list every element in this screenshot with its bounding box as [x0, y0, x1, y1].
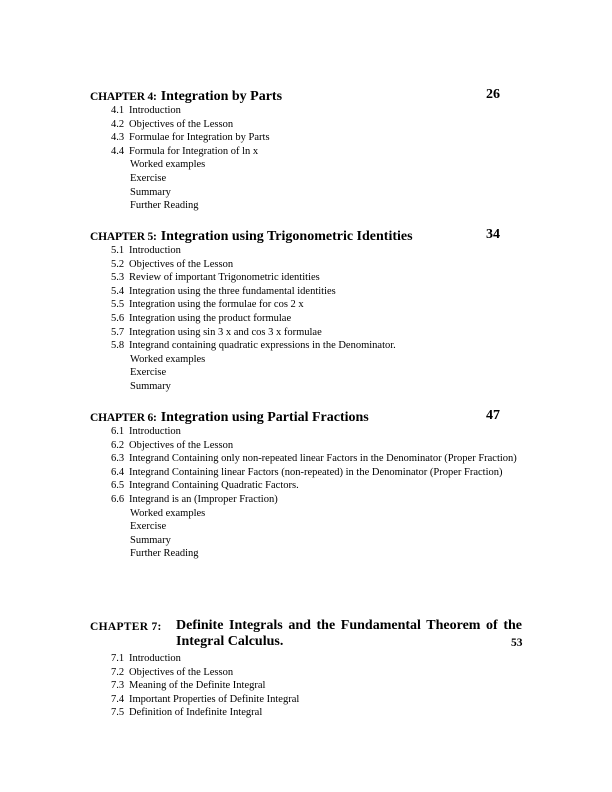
section-number: 4.3	[111, 132, 125, 144]
toc-section	[90, 104, 520, 118]
section-number: 5.4	[111, 285, 125, 297]
toc-extra-item: Exercise	[130, 367, 167, 379]
toc-section	[90, 652, 520, 666]
section-title: Formulae for Integration by Parts	[129, 132, 270, 144]
toc-section	[90, 466, 520, 480]
toc-section	[90, 706, 520, 720]
chapter-title-line-1: Definite Integrals and the Fundamental Theorem of the	[176, 618, 522, 633]
section-title: Formula for Integration of ln x	[129, 145, 259, 157]
section-number: 6.1	[111, 426, 125, 437]
chapter-title: Integration using Trigonometric Identities	[160, 229, 413, 244]
chapter-page-number: 26	[486, 87, 500, 102]
chapter-page-number: 47	[486, 408, 500, 423]
section-title: Objectives of the Lesson	[129, 118, 234, 130]
toc-extra-item: Worked examples	[130, 507, 206, 519]
section-number: 5.5	[111, 299, 125, 311]
section-number: 7.1	[111, 653, 125, 664]
section-title: Integrand Containing Quadratic Factors.	[129, 480, 299, 492]
section-number: 6.3	[111, 453, 125, 465]
section-title: Objectives of the Lesson	[129, 258, 234, 270]
section-title: Integrand Containing linear Factors (non-repeated) in the Denominator (Proper Fraction)	[129, 466, 503, 478]
section-number: 6.6	[111, 493, 125, 505]
toc-extra-item: Summary	[130, 380, 171, 392]
chapter-page-number: 34	[486, 227, 500, 242]
toc-extra-item: Worked examples	[130, 353, 206, 365]
section-number: 6.5	[111, 480, 125, 492]
toc-extra-item: Further Reading	[130, 548, 199, 560]
toc-section	[90, 131, 520, 145]
toc-extra-item: Exercise	[130, 521, 167, 533]
section-number: 5.3	[111, 272, 125, 284]
section-number: 4.4	[111, 145, 125, 157]
chapter-title: Integration using Partial Fractions	[160, 410, 369, 425]
section-number: 5.1	[111, 245, 125, 256]
section-number: 4.1	[111, 105, 125, 116]
toc-section	[90, 339, 520, 353]
section-number: 5.8	[111, 340, 125, 352]
section-title: Introduction	[129, 245, 181, 256]
toc-section	[90, 666, 520, 680]
section-number: 7.5	[111, 707, 125, 719]
toc-section	[90, 452, 520, 466]
section-title: Meaning of the Definite Integral	[129, 680, 266, 692]
chapter-title-line-2: Integral Calculus.	[176, 634, 284, 649]
section-number: 5.6	[111, 312, 125, 324]
chapter-4-entry	[90, 87, 520, 213]
toc-section	[90, 479, 520, 493]
toc-extra-item: Summary	[130, 186, 171, 198]
chapter-6-entry	[90, 408, 520, 561]
toc-section	[90, 693, 520, 707]
chapter-title	[176, 618, 522, 650]
toc-section	[90, 285, 520, 299]
toc-section	[90, 679, 520, 693]
section-number: 6.2	[111, 439, 125, 451]
toc-extra-item: Worked examples	[130, 159, 206, 171]
section-number: 6.4	[111, 466, 125, 478]
chapter-heading	[90, 227, 520, 244]
toc-section	[90, 425, 520, 439]
chapter-label: CHAPTER 7:	[90, 621, 162, 633]
toc-extra-item: Further Reading	[130, 200, 199, 212]
chapter-5-entry	[90, 227, 520, 394]
section-number: 5.2	[111, 258, 125, 270]
section-title: Definition of Indefinite Integral	[129, 707, 263, 719]
chapter-label: CHAPTER 6:	[90, 412, 157, 424]
chapter-label: CHAPTER 4:	[90, 91, 157, 103]
section-title: Integration using sin 3 x and cos 3 x formulae	[129, 326, 322, 338]
toc-section	[90, 145, 520, 159]
section-title: Introduction	[129, 426, 181, 437]
chapter-heading	[90, 408, 520, 425]
toc-section	[90, 118, 520, 132]
chapter-title: Integration by Parts	[160, 89, 283, 104]
chapter-label: CHAPTER 5:	[90, 231, 157, 243]
section-title: Objectives of the Lesson	[129, 439, 234, 451]
section-title: Review of important Trigonometric identities	[129, 272, 320, 284]
toc-extra-item: Summary	[130, 534, 171, 546]
toc-section	[90, 271, 520, 285]
section-title: Integrand containing quadratic expressions in the Denominator.	[129, 340, 396, 352]
toc-section	[90, 258, 520, 272]
section-title: Integration using the three fundamental identities	[129, 285, 336, 297]
section-number: 7.3	[111, 680, 125, 692]
toc-section	[90, 244, 520, 258]
section-title: Objectives of the Lesson	[129, 666, 234, 678]
section-title: Integration using the product formulae	[129, 312, 292, 324]
section-title: Integrand is an (Improper Fraction)	[129, 493, 278, 505]
chapter-heading	[90, 87, 520, 104]
section-title: Introduction	[129, 653, 181, 664]
section-number: 7.2	[111, 666, 125, 678]
chapter-heading	[90, 618, 523, 652]
section-title: Integration using the formulae for cos 2 x	[129, 299, 304, 311]
section-title: Integrand Containing only non-repeated linear Factors in the Denominator (Proper Fraction)	[129, 453, 517, 465]
section-number: 7.4	[111, 693, 125, 705]
chapter-7-entry	[90, 618, 523, 720]
toc-section	[90, 439, 520, 453]
chapter-page-number: 53	[511, 637, 523, 649]
section-number: 4.2	[111, 118, 125, 130]
toc-section	[90, 326, 520, 340]
section-title: Introduction	[129, 105, 181, 116]
toc-extra-item: Exercise	[130, 172, 167, 184]
toc-section	[90, 312, 520, 326]
toc-section	[90, 298, 520, 312]
toc-section	[90, 493, 520, 507]
section-number: 5.7	[111, 326, 125, 338]
section-title: Important Properties of Definite Integral	[129, 693, 300, 705]
